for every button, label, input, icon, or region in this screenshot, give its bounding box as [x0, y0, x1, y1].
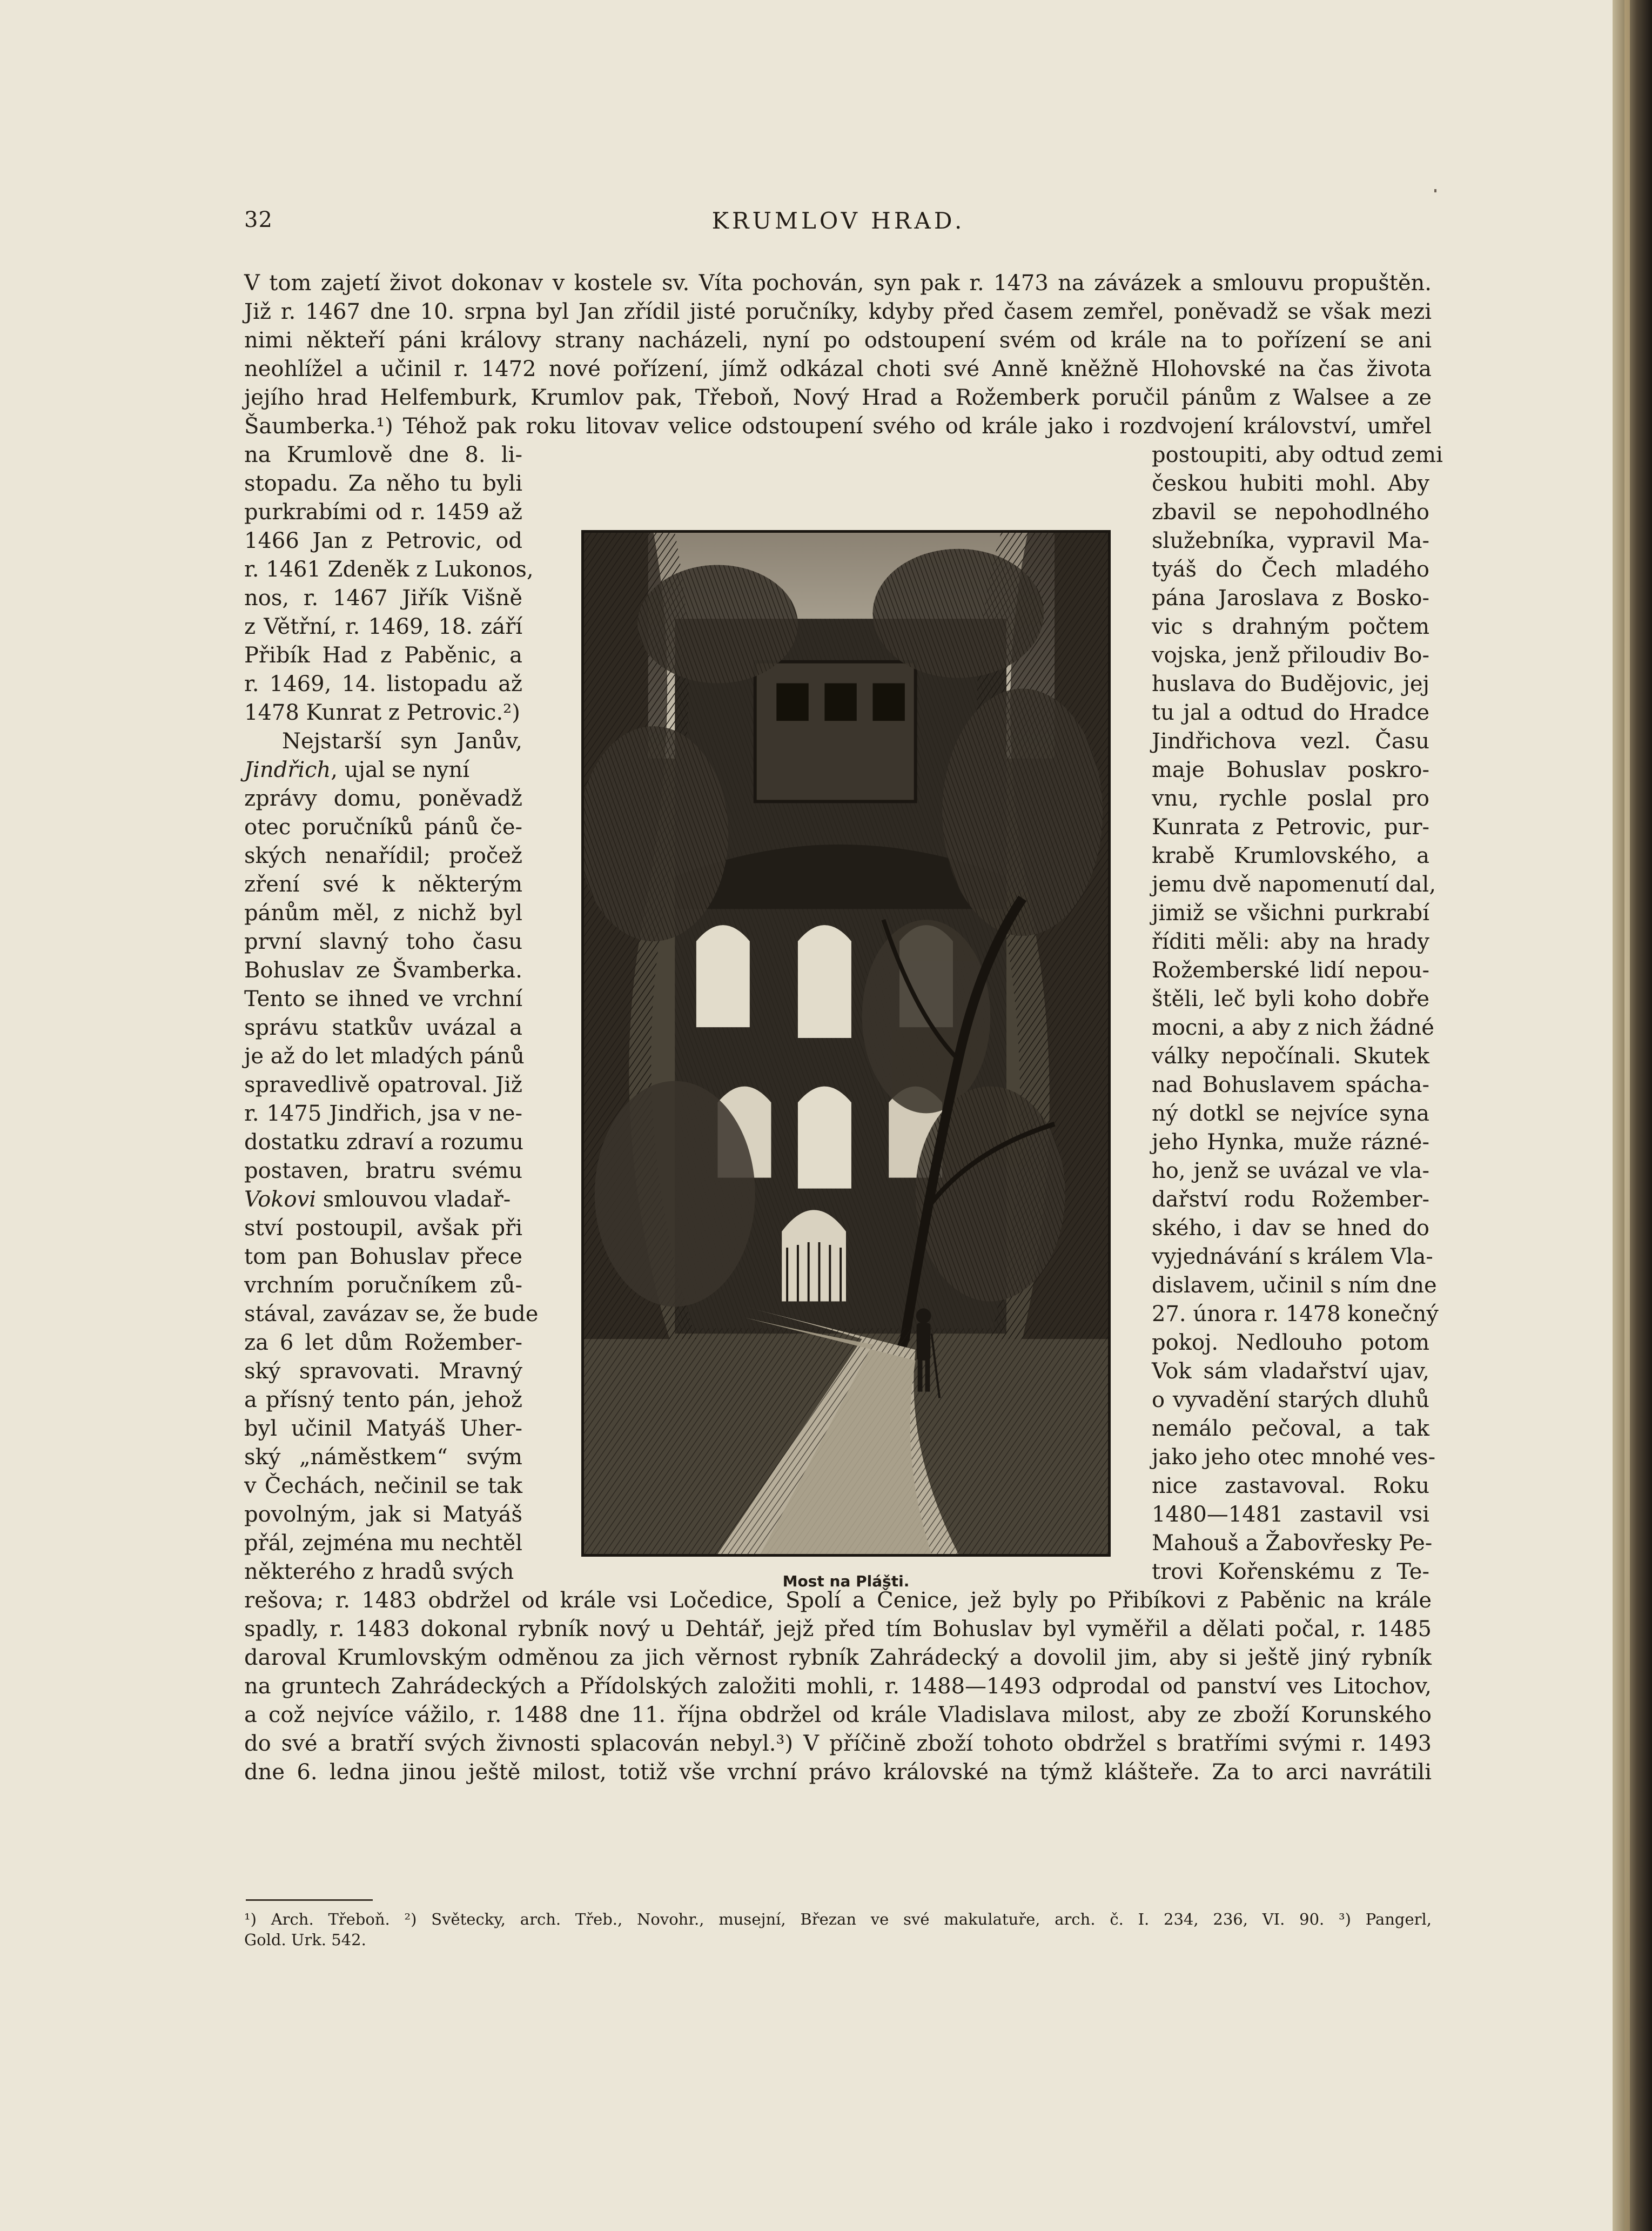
left-column-line: pánům měl, z nichž byl	[244, 901, 522, 926]
right-column-line: vojska, jenž přiloudiv Bo-	[1152, 643, 1429, 668]
left-column-line: ský spravovati. Mravný	[244, 1359, 522, 1384]
binding-strip	[1624, 0, 1630, 2231]
left-column-line: purkrabími od r. 1459 až	[244, 500, 522, 525]
illustration-caption: Most na Plášti.	[782, 1572, 910, 1590]
left-column-line: Vokovi smlouvou vladař-	[244, 1187, 511, 1212]
text-line: nimi někteří páni královy strany nacházeli, nyní po odstoupení svém od krále na to pořízení se ani	[244, 328, 1432, 353]
footnote-rule	[246, 1899, 373, 1901]
print-mark	[1434, 189, 1436, 192]
left-column-line: otec poručníků pánů če-	[244, 815, 522, 840]
right-column-line: vic s drahným počtem	[1152, 614, 1429, 639]
left-column-line: některého z hradů svých	[244, 1559, 514, 1584]
left-column-line: ský „náměstkem“ svým	[244, 1445, 522, 1470]
left-column-line: stával, zavázav se, že bude	[244, 1302, 539, 1326]
left-column-line: přál, zejména mu nechtěl	[244, 1531, 522, 1556]
left-column-line: 1466 Jan z Petrovic, od	[244, 528, 522, 553]
text-line: neohlížel a učinil r. 1472 nové pořízení, jímž odkázal choti své Anně kněžně Hlohovské na čas života	[244, 357, 1432, 381]
right-column-line: dařství rodu Rožember-	[1152, 1187, 1429, 1212]
right-column-line: jemu dvě napomenutí dal,	[1152, 872, 1436, 897]
name-italic: Vokovi	[244, 1187, 317, 1212]
right-column-line: 27. února r. 1478 konečný	[1152, 1302, 1439, 1326]
right-column-line: huslava do Budějovic, jej	[1152, 672, 1429, 696]
right-column-line: vnu, rychle poslal pro	[1152, 786, 1429, 811]
left-column-line: r. 1461 Zdeněk z Lukonos,	[244, 557, 534, 582]
footnote-line: ¹) Arch. Třeboň. ²) Světecky, arch. Třeb., Novohr., musejní, Březan ve své makulatuře, arch. č. I. 234, 236, VI. 90. ³) Pangerl,	[244, 1910, 1432, 1928]
left-column-line: vrchním poručníkem zů-	[244, 1273, 522, 1298]
right-column-line: postoupiti, aby odtud zemi	[1152, 443, 1443, 467]
right-column-line: krabě Krumlovského, a	[1152, 843, 1429, 868]
right-column-line: ný dotkl se nejvíce syna	[1152, 1101, 1429, 1126]
left-column-line: spravedlivě opatroval. Již	[244, 1073, 522, 1097]
right-column-line: ho, jenž se uvázal ve vla-	[1152, 1158, 1429, 1183]
text-line: Již r. 1467 dne 10. srpna byl Jan zřídil jisté poručníky, kdyby před časem zemřel, poněvadž se však mezi	[244, 299, 1432, 324]
right-column-line: Rožemberské lidí nepou-	[1152, 958, 1429, 983]
right-column-line: jako jeho otec mnohé ves-	[1152, 1445, 1436, 1470]
right-column-line: o vyvadění starých dluhů	[1152, 1388, 1429, 1412]
left-column-line: za 6 let dům Rožember-	[244, 1330, 522, 1355]
engraving-illustration	[581, 530, 1111, 1557]
text-line: jejího hrad Helfemburk, Krumlov pak, Třeboň, Nový Hrad a Rožemberk poručil pánům z Walsee a ze	[244, 385, 1432, 410]
left-column-line: v Čechách, nečinil se tak	[244, 1473, 522, 1498]
page-number: 32	[244, 207, 273, 232]
text-line: dne 6. ledna jinou ještě milost, totiž vše vrchní právo královské na týmž klášteře. Za to arci navrátili	[244, 1760, 1432, 1785]
left-column-line: tom pan Bohuslav přece	[244, 1244, 522, 1269]
right-column-line: pána Jaroslava z Bosko-	[1152, 586, 1429, 611]
left-column-line: r. 1469, 14. listopadu až	[244, 672, 522, 696]
castle-bridge-engraving-icon	[584, 533, 1108, 1554]
right-column-line: nice zastavoval. Roku	[1152, 1473, 1429, 1498]
right-column-line: jeho Hynka, muže rázné-	[1152, 1130, 1429, 1155]
footnote-line: Gold. Urk. 542.	[244, 1931, 366, 1949]
running-title: KRUMLOV HRAD.	[711, 207, 965, 234]
right-column-line: války nepočínali. Skutek	[1152, 1044, 1429, 1069]
name-italic: Jindřich	[244, 758, 331, 782]
right-column-line: služebníka, vypravil Ma-	[1152, 528, 1429, 553]
left-column-line: r. 1475 Jindřich, jsa v ne-	[244, 1101, 522, 1126]
right-column-line: maje Bohuslav poskro-	[1152, 758, 1429, 782]
text-line: rešova; r. 1483 obdržel od krále vsi Ločedice, Spolí a Čenice, jež byly po Přibíkovi z Paběnic na krále	[244, 1588, 1432, 1613]
left-column-line: stopadu. Za něho tu byli	[244, 471, 522, 496]
right-column-line: trovi Kořenskému z Te-	[1152, 1559, 1429, 1584]
right-column-line: Vok sám vladařství ujav,	[1152, 1359, 1429, 1384]
left-column-line: nos, r. 1467 Jiřík Višně	[244, 586, 522, 611]
left-column-line: je až do let mladých pánů	[244, 1044, 525, 1069]
right-column-line: nad Bohuslavem spácha-	[1152, 1073, 1429, 1097]
right-column-line: Kunrata z Petrovic, pur-	[1152, 815, 1429, 840]
right-column-line: jimiž se všichni purkrabí	[1152, 901, 1429, 926]
left-column-line: povolným, jak si Matyáš	[244, 1502, 522, 1527]
right-column-line: tu jal a odtud do Hradce	[1152, 700, 1429, 725]
left-column-line: zření své k některým	[244, 872, 522, 897]
text-line: na gruntech Zahrádeckých a Přídolských založiti mohli, r. 1488—1493 odprodal od panství ves Litochov,	[244, 1674, 1432, 1699]
left-column-line: Nejstarší syn Janův,	[282, 729, 522, 754]
left-column-line: Bohuslav ze Švamberka.	[244, 958, 522, 983]
right-column-line: říditi měli: aby na hrady	[1152, 929, 1429, 954]
right-column-line: 1480—1481 zastavil vsi	[1152, 1502, 1429, 1527]
left-column-line: dostatku zdraví a rozumu	[244, 1130, 523, 1155]
left-column-line: z Větřní, r. 1469, 18. září	[244, 614, 522, 639]
left-column-line: Jindřich, ujal se nyní	[244, 758, 470, 782]
left-column-line: byl učinil Matyáš Uher-	[244, 1416, 522, 1441]
left-column-line: ských nenařídil; pročež	[244, 843, 522, 868]
left-column-line: 1478 Kunrat z Petrovic.²)	[244, 700, 520, 725]
text-line: do své a bratří svých živnosti splacován nebyl.³) V příčině zboží tohoto obdržel s bratřími svými r. 1493	[244, 1731, 1432, 1756]
right-column-line: českou hubiti mohl. Aby	[1152, 471, 1429, 496]
left-column-line: Přibík Had z Paběnic, a	[244, 643, 522, 668]
text-line: Šaumberka.¹) Téhož pak roku litovav velice odstoupení svého od krále jako i rozdvojení království, umřel	[244, 414, 1432, 439]
right-column-line: vyjednávání s králem Vla-	[1152, 1244, 1433, 1269]
text-line: V tom zajetí život dokonav v kostele sv. Víta pochován, syn pak r. 1473 na závázek a smlouvu propuštěn.	[244, 271, 1432, 296]
left-column-line: Tento se ihned ve vrchní	[244, 987, 522, 1011]
text-line: spadly, r. 1483 dokonal rybník nový u Dehtář, jejž před tím Bohuslav byl vyměřil a dělati počal, r. 1485	[244, 1617, 1432, 1642]
left-column-line: postaven, bratru svému	[244, 1158, 522, 1183]
right-column-line: dislavem, učinil s ním dne	[1152, 1273, 1437, 1298]
text-line: a což nejvíce vážilo, r. 1488 dne 11. října obdržel od krále Vladislava milost, aby ze zboží Korunského	[244, 1703, 1432, 1727]
page-header	[244, 207, 1433, 245]
left-column-line: a přísný tento pán, jehož	[244, 1388, 522, 1412]
right-column-line: Jindřichova vezl. Času	[1152, 729, 1429, 754]
right-column-line: Mahouš a Žabovřesky Pe-	[1152, 1531, 1433, 1556]
text-line: daroval Krumlovským odměnou za jich věrnost rybník Zahrádecký a dovolil jim, aby si ještě jiný rybník	[244, 1645, 1432, 1670]
left-column-line: zprávy domu, poněvadž	[244, 786, 522, 811]
left-column-line: správu statkův uvázal a	[244, 1015, 522, 1040]
book-binding-edge	[1613, 0, 1652, 2231]
left-column-line: první slavný toho času	[244, 929, 522, 954]
right-column-line: nemálo pečoval, a tak	[1152, 1416, 1429, 1441]
left-column-line: ství postoupil, avšak při	[244, 1216, 522, 1241]
right-column-line: zbavil se nepohodlného	[1152, 500, 1429, 525]
left-column-line: na Krumlově dne 8. li-	[244, 443, 522, 467]
right-column-line: mocni, a aby z nich žádné	[1152, 1015, 1434, 1040]
right-column-line: tyáš do Čech mladého	[1152, 557, 1429, 582]
right-column-line: štěli, leč byli koho dobře	[1152, 987, 1429, 1011]
right-column-line: ského, i dav se hned do	[1152, 1216, 1429, 1241]
right-column-line: pokoj. Nedlouho potom	[1152, 1330, 1429, 1355]
